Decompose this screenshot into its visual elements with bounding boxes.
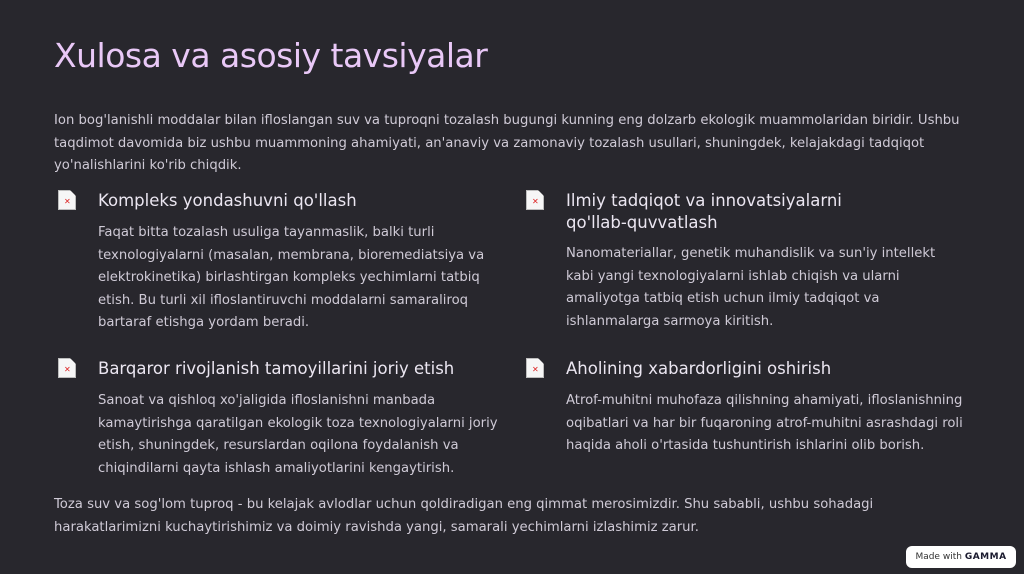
- card-heading: Aholining xabardorligini oshirish: [566, 359, 832, 378]
- card-complex-approach: [58, 190, 488, 340]
- card-text: Atrof-muhitni muhofaza qilishning ahamiyati, ifloslanishning oqibatlari va har bir fuqaroning atrof-muhitni asrashdagi roli haqida aholi o'rtasida tushuntirish ishlarini olib borish.: [566, 393, 963, 453]
- card-text: Nanomateriallar, genetik muhandislik va sun'iy intellekt kabi yangi texnologiyalarni ishlab chiqish va ularni amaliyotga tatbiq etish uchun ilmiy tadqiqot va ishlanmalarga sarmoya kiritish.: [566, 246, 936, 329]
- badge-prefix: Made with: [915, 552, 962, 562]
- card-text: Sanoat va qishloq xo'jaligida ifloslanishni manbada kamaytirishga qaratilgan ekologik toza texnologiyalarni joriy etish, shuningdek, resurslardan oqilona foydalanish va chiqindilarni qayta ishlash amaliyotlarini kengaytirish.: [98, 393, 498, 476]
- conclusion-paragraph: Toza suv va sog'lom tuproq - bu kelajak avlodlar uchun qoldiradigan eng qimmat merosimizdir. Shu sababli, ushbu sohadagi harakatlarimizni kuchaytirishimiz va doimiy ravishda yangi, samarali yechimlarni izlashimiz zarur.: [54, 497, 874, 535]
- broken-image-icon: ✕: [58, 190, 76, 210]
- card-heading: Ilmiy tadqiqot va innovatsiyalarni qo'llab-quvvatlash: [566, 191, 842, 232]
- intro-paragraph: Ion bog'lanishli moddalar bilan ifloslangan suv va tuproqni tozalash bugungi kunning eng dolzarb ekologik muammolaridan biridir. Ushbu taqdimot davomida biz ushbu muammoning ahamiyati, an'anaviy va zamonaviy tozalash usullari, shuningdek, kelajakdagi tadqiqot yo'nalishlarini ko'rib chiqdik.: [54, 113, 960, 173]
- slide-title: Xulosa va asosiy tavsiyalar: [54, 36, 488, 75]
- card-text: Faqat bitta tozalash usuliga tayanmaslik, balki turli texnologiyalarni (masalan, membrana, bioremediatsiya va elektrokinetika) birlashtirgan kompleks yechimlarni tatbiq etish. Bu turli xil ifloslantiruvchi moddalarni samaraliroq bartaraf etishga yordam beradi.: [98, 225, 485, 330]
- card-heading: Barqaror rivojlanish tamoyillarini joriy etish: [98, 359, 455, 378]
- card-research-innovation: [526, 190, 966, 340]
- card-sustainable-development: [58, 358, 498, 478]
- broken-image-icon: ✕: [526, 358, 544, 378]
- broken-image-icon: ✕: [58, 358, 76, 378]
- badge-brand: GAMMA: [964, 552, 1007, 562]
- broken-image-icon: ✕: [526, 190, 544, 210]
- made-with-gamma-badge[interactable]: [906, 546, 1016, 568]
- card-public-awareness: [526, 358, 966, 458]
- card-heading: Kompleks yondashuvni qo'llash: [98, 191, 357, 210]
